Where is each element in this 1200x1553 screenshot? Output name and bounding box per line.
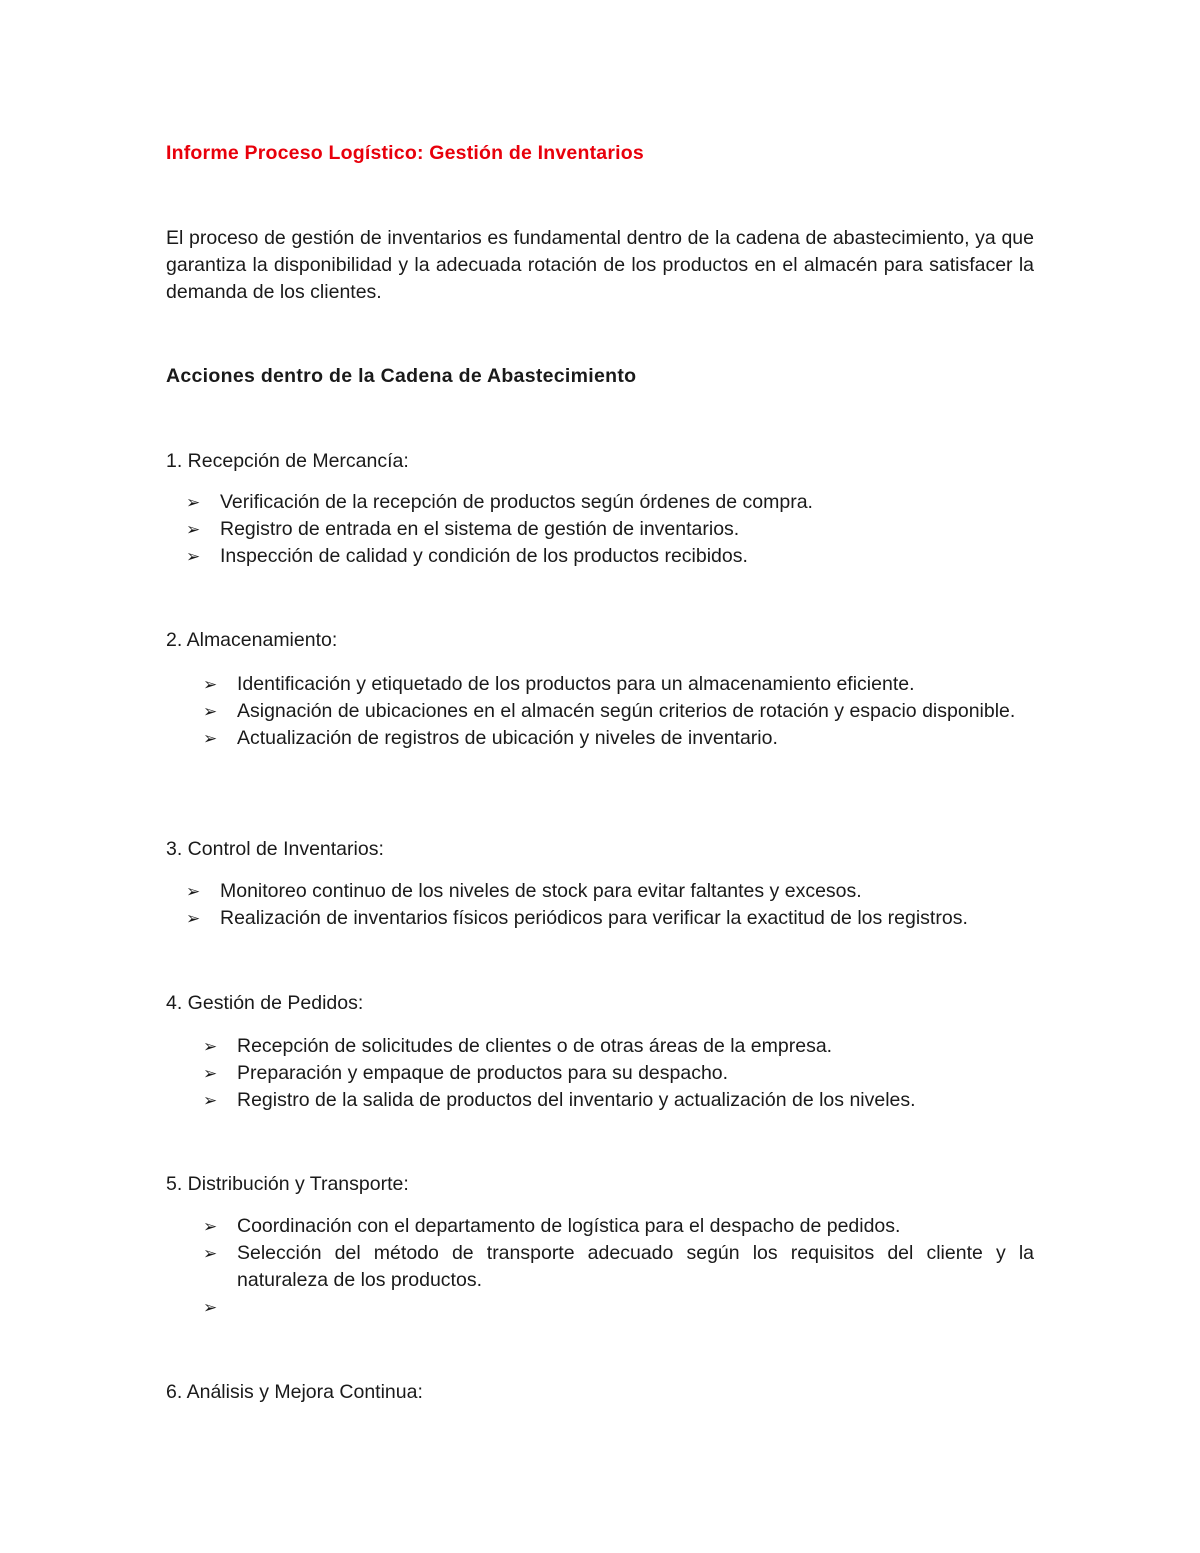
list-item-text: Inspección de calidad y condición de los productos recibidos. [220, 545, 748, 567]
arrow-bullet-icon: ➢ [203, 675, 218, 694]
list-item [186, 905, 1034, 932]
step-title-recepcion: 1. Recepción de Mercancía: [166, 450, 409, 472]
step-list-control [186, 878, 1034, 932]
arrow-bullet-icon: ➢ [186, 882, 201, 901]
list-item-text: Recepción de solicitudes de clientes o de otras áreas de la empresa. [237, 1035, 833, 1057]
step-title-analisis: 6. Análisis y Mejora Continua: [166, 1381, 423, 1403]
arrow-bullet-icon: ➢ [203, 1244, 218, 1263]
step-title-distribucion: 5. Distribución y Transporte: [166, 1173, 409, 1195]
list-item-text: Preparación y empaque de productos para su despacho. [237, 1062, 729, 1084]
list-item [203, 1213, 1034, 1240]
step-list-recepcion [186, 489, 1034, 570]
document-page [166, 0, 1034, 1553]
list-item-text: Realización de inventarios físicos periódicos para verificar la exactitud de los registros. [220, 907, 968, 929]
arrow-bullet-icon: ➢ [203, 1091, 218, 1110]
document-title: Informe Proceso Logístico: Gestión de Inventarios [166, 142, 644, 164]
step-list-distribucion [203, 1213, 1034, 1321]
arrow-bullet-icon: ➢ [186, 909, 201, 928]
list-item-text: Coordinación con el departamento de logística para el despacho de pedidos. [237, 1215, 901, 1237]
list-item [203, 1033, 1034, 1060]
list-item [186, 878, 1034, 905]
arrow-bullet-icon: ➢ [203, 1037, 218, 1056]
list-item [203, 1087, 1034, 1114]
list-item-text: Registro de entrada en el sistema de gestión de inventarios. [220, 518, 740, 540]
arrow-bullet-icon: ➢ [186, 493, 201, 512]
list-item-text: Registro de la salida de productos del inventario y actualización de los niveles. [237, 1089, 916, 1111]
section-heading: Acciones dentro de la Cadena de Abastecimiento [166, 365, 637, 387]
arrow-bullet-icon: ➢ [203, 729, 218, 748]
step-title-almacenamiento: 2. Almacenamiento: [166, 629, 338, 651]
list-item-text: Actualización de registros de ubicación y niveles de inventario. [237, 727, 778, 749]
list-item [203, 671, 1034, 698]
list-item-text: Verificación de la recepción de productos según órdenes de compra. [220, 491, 813, 513]
list-item [186, 516, 1034, 543]
arrow-bullet-icon: ➢ [186, 547, 201, 566]
list-item-text: Monitoreo continuo de los niveles de stock para evitar faltantes y excesos. [220, 880, 862, 902]
arrow-bullet-icon: ➢ [203, 1064, 218, 1083]
list-item [203, 698, 1034, 725]
arrow-bullet-icon: ➢ [203, 1217, 218, 1236]
step-list-pedidos [203, 1033, 1034, 1114]
arrow-bullet-icon: ➢ [203, 1298, 218, 1317]
arrow-bullet-icon: ➢ [186, 520, 201, 539]
list-item-text: Asignación de ubicaciones en el almacén según criterios de rotación y espacio disponible. [237, 700, 1016, 722]
list-item-text: Identificación y etiquetado de los productos para un almacenamiento eficiente. [237, 673, 915, 695]
step-title-pedidos: 4. Gestión de Pedidos: [166, 992, 364, 1014]
list-item [203, 1294, 1034, 1321]
list-item [203, 725, 1034, 752]
list-item [186, 543, 1034, 570]
list-item [203, 1240, 1034, 1294]
step-list-almacenamiento [203, 671, 1034, 752]
intro-paragraph: El proceso de gestión de inventarios es fundamental dentro de la cadena de abastecimiento, ya que garantiza la disponibilidad y la adecuada rotación de los productos en el almacén para satisfacer la demanda de los clientes. [166, 227, 1034, 303]
list-item [203, 1060, 1034, 1087]
list-item [186, 489, 1034, 516]
step-title-control: 3. Control de Inventarios: [166, 838, 384, 860]
list-item-text: Selección del método de transporte adecuado según los requisitos del cliente y la naturaleza de los productos. [237, 1242, 1034, 1291]
arrow-bullet-icon: ➢ [203, 702, 218, 721]
